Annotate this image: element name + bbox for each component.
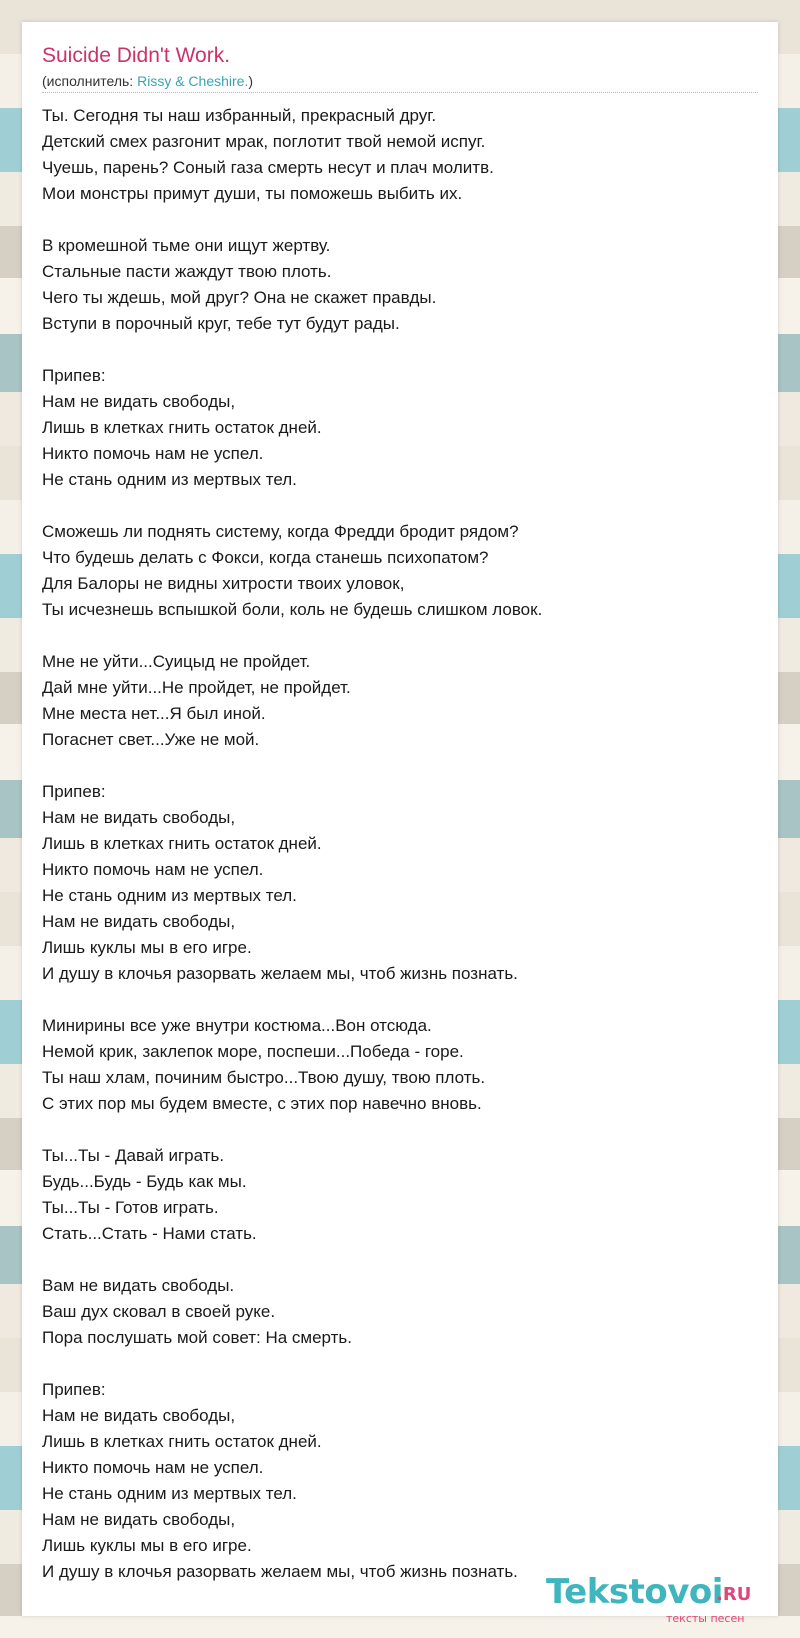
lyrics-line: Стать...Стать - Нами стать.: [42, 1224, 257, 1243]
lyrics-card: [22, 22, 778, 1616]
site-logo[interactable]: [546, 1572, 786, 1632]
artist-prefix: (исполнитель:: [42, 73, 138, 89]
lyrics-stanza: [42, 1143, 758, 1247]
lyrics-stanza: [42, 779, 758, 987]
lyrics-line: Лишь в клетках гнить остаток дней.: [42, 418, 322, 437]
divider: [42, 92, 758, 93]
song-title: Suicide Didn't Work.: [42, 44, 231, 67]
lyrics-line: Никто помочь нам не успел.: [42, 1458, 264, 1477]
lyrics-line: Нам не видать свободы,: [42, 1406, 236, 1425]
lyrics-line: Нам не видать свободы,: [42, 912, 236, 931]
lyrics-line: Чего ты ждешь, мой друг? Она не скажет правды.: [42, 288, 437, 307]
lyrics-line: Припев:: [42, 366, 106, 385]
lyrics-line: И душу в клочья разорвать желаем мы, чтоб жизнь познать.: [42, 1562, 518, 1581]
lyrics-line: Нам не видать свободы,: [42, 808, 236, 827]
lyrics-line: Никто помочь нам не успел.: [42, 444, 264, 463]
lyrics-line: Сможешь ли поднять систему, когда Фредди бродит рядом?: [42, 522, 519, 541]
lyrics-line: Никто помочь нам не успел.: [42, 860, 264, 879]
lyrics-stanza: [42, 233, 758, 337]
lyrics-line: Чуешь, парень? Соный газа смерть несут и плач молитв.: [42, 158, 494, 177]
lyrics-line: Ты...Ты - Давай играть.: [42, 1146, 225, 1165]
lyrics-line: Что будешь делать с Фокси, когда станешь психопатом?: [42, 548, 489, 567]
lyrics-line: Минирины все уже внутри костюма...Вон отсюда.: [42, 1016, 432, 1035]
lyrics-line: Ты. Сегодня ты наш избранный, прекрасный друг.: [42, 106, 437, 125]
lyrics-line: Ты исчезнешь вспышкой боли, коль не будешь слишком ловок.: [42, 600, 543, 619]
lyrics-line: Пора послушать мой совет: На смерть.: [42, 1328, 352, 1347]
lyrics-stanza: [42, 103, 758, 207]
lyrics-stanza: [42, 519, 758, 623]
lyrics-line: Ты...Ты - Готов играть.: [42, 1198, 219, 1217]
lyrics-line: Лишь куклы мы в его игре.: [42, 1536, 252, 1555]
lyrics-line: Нам не видать свободы,: [42, 392, 236, 411]
lyrics-line: Не стань одним из мертвых тел.: [42, 886, 297, 905]
lyrics-line: Лишь в клетках гнить остаток дней.: [42, 834, 322, 853]
lyrics-line: Вступи в порочный круг, тебе тут будут рады.: [42, 314, 400, 333]
lyrics-line: Мои монстры примут души, ты поможешь выбить их.: [42, 184, 463, 203]
lyrics-stanza: [42, 1013, 758, 1117]
lyrics-line: Детский смех разгонит мрак, поглотит твой немой испуг.: [42, 132, 486, 151]
lyrics-line: И душу в клочья разорвать желаем мы, чтоб жизнь познать.: [42, 964, 518, 983]
lyrics-line: Не стань одним из мертвых тел.: [42, 470, 297, 489]
lyrics-line: Лишь куклы мы в его игре.: [42, 938, 252, 957]
lyrics-line: Нам не видать свободы,: [42, 1510, 236, 1529]
lyrics-line: Дай мне уйти...Не пройдет, не пройдет.: [42, 678, 351, 697]
lyrics-body: [42, 103, 758, 1611]
lyrics-line: С этих пор мы будем вместе, с этих пор навечно вновь.: [42, 1094, 482, 1113]
lyrics-line: Лишь в клетках гнить остаток дней.: [42, 1432, 322, 1451]
artist-line: [42, 73, 253, 89]
lyrics-stanza: [42, 649, 758, 753]
lyrics-line: Ты наш хлам, починим быстро...Твою душу, твою плоть.: [42, 1068, 486, 1087]
lyrics-line: Для Балоры не видны хитрости твоих уловок,: [42, 574, 405, 593]
artist-link[interactable]: Rissy & Cheshire.: [137, 73, 249, 89]
lyrics-line: Немой крик, заклепок море, поспеши...Победа - горе.: [42, 1042, 464, 1061]
lyrics-stanza: [42, 1377, 758, 1585]
lyrics-line: Не стань одним из мертвых тел.: [42, 1484, 297, 1503]
lyrics-stanza: [42, 1273, 758, 1351]
lyrics-line: Припев:: [42, 782, 106, 801]
lyrics-line: В кромешной тьме они ищут жертву.: [42, 236, 331, 255]
lyrics-line: Мне места нет...Я был иной.: [42, 704, 266, 723]
artist-suffix: ): [248, 73, 254, 89]
lyrics-stanza: [42, 363, 758, 493]
lyrics-line: Мне не уйти...Суицыд не пройдет.: [42, 652, 311, 671]
logo-domain: .RU: [716, 1584, 752, 1605]
lyrics-line: Ваш дух сковал в своей руке.: [42, 1302, 276, 1321]
lyrics-line: Припев:: [42, 1380, 106, 1399]
lyrics-line: Стальные пасти жаждут твою плоть.: [42, 262, 332, 281]
lyrics-line: Будь...Будь - Будь как мы.: [42, 1172, 247, 1191]
logo-text: Tekstovoi: [546, 1572, 723, 1612]
lyrics-line: Погаснет свет...Уже не мой.: [42, 730, 260, 749]
logo-tagline: тексты песен: [666, 1612, 745, 1625]
lyrics-line: Вам не видать свободы.: [42, 1276, 235, 1295]
